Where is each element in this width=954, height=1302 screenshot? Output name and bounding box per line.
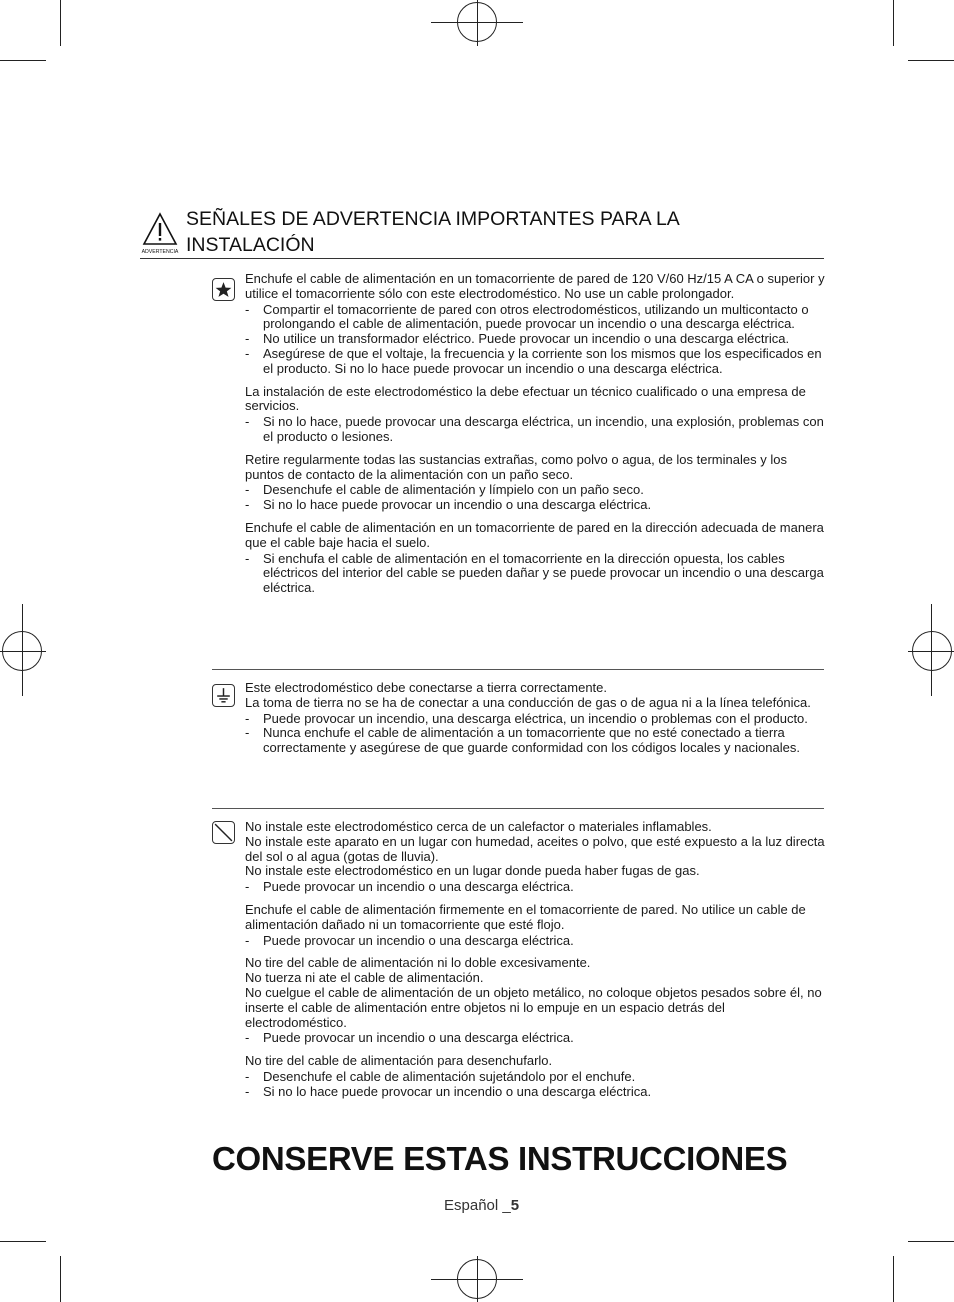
page-footer — [444, 1197, 519, 1214]
crop-mark — [60, 0, 61, 46]
prohibited-icon — [212, 821, 235, 844]
warning-statement: No tuerza ni ate el cable de alimentación. — [245, 970, 484, 986]
section-divider — [212, 808, 824, 809]
warning-paragraph — [245, 1054, 825, 1099]
page-number: 5 — [510, 1197, 520, 1214]
group-text — [245, 272, 825, 604]
consequence-list — [245, 303, 825, 377]
consequence-list — [245, 880, 825, 895]
section-title — [186, 206, 680, 258]
section-heading — [140, 206, 824, 259]
list-item: - Nunca enchufe el cable de alimentación a un tomacorriente que no esté conectado a tierra correctamente y asegúrese de que guarde conformidad con los códigos locales y nacionales. — [245, 726, 825, 756]
warning-statement: Enchufe el cable de alimentación en un tomacorriente de pared de 120 V/60 Hz/15 A CA o superior y utilice el tomacorriente sólo con este electrodoméstico. No use un cable prolongador. — [245, 271, 825, 301]
warning-paragraph — [245, 521, 825, 596]
warning-statement: No instale este electrodoméstico cerca de un calefactor o materiales inflamables. — [245, 819, 712, 834]
consequence-list — [245, 483, 825, 513]
consequence-list — [245, 552, 825, 596]
warning-paragraph — [245, 385, 825, 445]
section-divider — [212, 669, 824, 670]
crop-mark — [908, 60, 954, 61]
list-item: - Si enchufa el cable de alimentación en el tomacorriente en la dirección opuesta, los cables eléctricos del interior del cable se pueden dañar y se puede provocar un incendio o una descarga eléctrica. — [245, 552, 825, 596]
crop-mark — [893, 0, 894, 46]
consequence-list — [245, 1070, 825, 1100]
list-item: - Puede provocar un incendio o una descarga eléctrica. — [245, 880, 825, 895]
list-item: - Si no lo hace puede provocar un incendio o una descarga eléctrica. — [245, 1085, 825, 1100]
section-title-line: INSTALACIÓN — [186, 234, 315, 256]
footer-language: Español _ — [444, 1197, 511, 1214]
section-title-line: SEÑALES DE ADVERTENCIA IMPORTANTES PARA LA — [186, 208, 680, 230]
warning-statement: La toma de tierra no se ha de conectar a una conducción de gas o de agua ni a la línea telefónica. — [245, 694, 811, 710]
list-item: - Si no lo hace, puede provocar una descarga eléctrica, un incendio, una explosión, problemas con el producto o lesiones. — [245, 415, 825, 445]
warning-icon — [140, 212, 180, 256]
warning-paragraph — [245, 903, 825, 948]
warning-statement: No instale este electrodoméstico en un lugar donde pueda haber fugas de gas. — [245, 863, 700, 879]
warning-statement: Este electrodoméstico debe conectarse a tierra correctamente. — [245, 680, 608, 695]
list-item: - Compartir el tomacorriente de pared con otros electrodomésticos, utilizando un multicontacto o prolongando el cable de alimentación, puede provocar un incendio o una descarga eléctrica. — [245, 303, 825, 333]
warning-paragraph — [245, 956, 825, 1046]
star-icon — [212, 278, 235, 301]
warning-statement: Enchufe el cable de alimentación en un tomacorriente de pared en la dirección adecuada de manera que el cable baje hacia el suelo. — [245, 519, 824, 550]
list-item: - Puede provocar un incendio o una descarga eléctrica. — [245, 1031, 825, 1046]
list-item: - Asegúrese de que el voltaje, la frecuencia y la corriente son los mismos que los especificados en el producto. Si no lo hace puede provocar un incendio o una descarga eléctrica. — [245, 347, 825, 377]
consequence-list — [245, 1031, 825, 1046]
warning-statement: Enchufe el cable de alimentación firmemente en el tomacorriente de pared. No utilice un cable de alimentación dañado ni un tomacorriente que esté flojo. — [245, 901, 806, 932]
warning-statement: No cuelgue el cable de alimentación de un objeto metálico, no coloque objetos pesados sobre él, no inserte el cable de alimentación entre objetos ni lo empuje en un espacio detrás del electrodoméstico. — [245, 984, 822, 1030]
warning-statement: No instale este aparato en un lugar con humedad, aceites o polvo, que esté expuesto a la luz directa del sol o al agua (gotas de lluvia). — [245, 833, 825, 864]
list-item: - Si no lo hace puede provocar un incendio o una descarga eléctrica. — [245, 498, 825, 513]
warning-icon-label: ADVERTENCIA — [141, 249, 179, 255]
crop-mark — [0, 1241, 46, 1242]
group-text — [245, 681, 825, 764]
warning-statement: No tire del cable de alimentación ni lo doble excesivamente. — [245, 955, 591, 971]
list-item: - Puede provocar un incendio o una descarga eléctrica. — [245, 934, 825, 949]
conserve-instructions-heading: CONSERVE ESTAS INSTRUCCIONES — [212, 1140, 788, 1177]
warning-paragraph — [245, 272, 825, 377]
warning-paragraph — [245, 820, 825, 895]
crop-mark — [60, 1256, 61, 1302]
consequence-list — [245, 934, 825, 949]
group-text — [245, 820, 825, 1108]
warning-paragraph — [245, 453, 825, 513]
crop-mark — [0, 60, 46, 61]
warning-statement: La instalación de este electrodoméstico la debe efectuar un técnico cualificado o una empresa de servicios. — [245, 383, 806, 414]
warning-paragraph — [245, 681, 825, 756]
consequence-list — [245, 415, 825, 445]
list-item: - Desenchufe el cable de alimentación sujetándolo por el enchufe. — [245, 1070, 825, 1085]
list-item: - Puede provocar un incendio, una descarga eléctrica, un incendio o problemas con el producto. — [245, 712, 825, 727]
warning-statement: No tire del cable de alimentación para desenchufarlo. — [245, 1053, 553, 1069]
consequence-list — [245, 712, 825, 756]
crop-mark — [908, 1241, 954, 1242]
crop-mark — [893, 1256, 894, 1302]
list-item: - Desenchufe el cable de alimentación y límpielo con un paño seco. — [245, 483, 825, 498]
ground-icon — [212, 684, 235, 707]
warning-statement: Retire regularmente todas las sustancias extrañas, como polvo o agua, de los terminales y los puntos de contacto de la alimentación con un paño seco. — [245, 451, 787, 482]
list-item: - No utilice un transformador eléctrico. Puede provocar un incendio o una descarga eléctrica. — [245, 332, 825, 347]
